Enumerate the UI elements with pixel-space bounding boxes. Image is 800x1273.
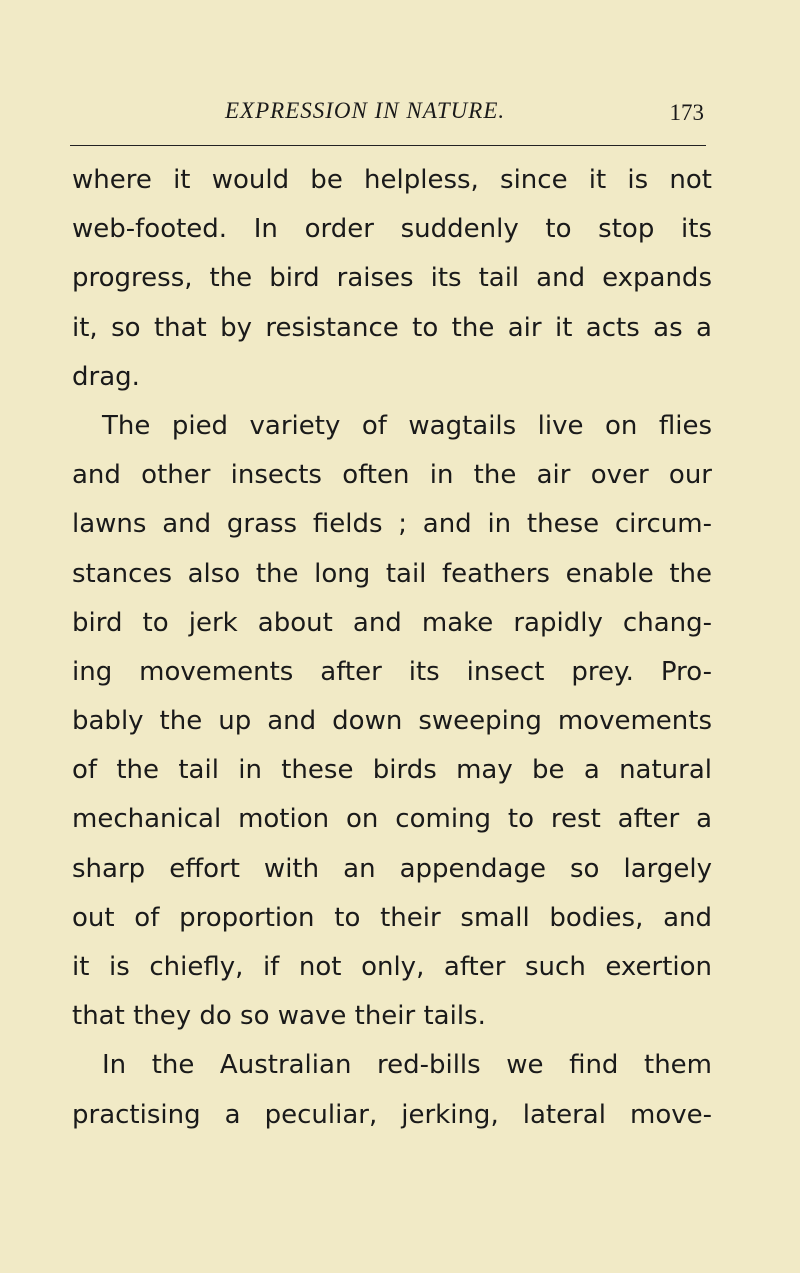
text-line: where it would be helpless, since it is not (72, 165, 712, 195)
text-line: practising a peculiar, jerking, lateral move- (72, 1099, 712, 1130)
page-header (70, 98, 710, 138)
text-line: drag. (72, 361, 140, 392)
text-line: that they do so wave their tails. (72, 1001, 486, 1032)
text-line: web-footed. In order suddenly to stop its (72, 214, 712, 245)
page-number: 173 (669, 100, 704, 125)
text-line: mechanical motion on coming to rest after a (72, 804, 712, 835)
text-line: it is chiefly, if not only, after such exertion (72, 952, 712, 982)
text-line: progress, the bird raises its tail and expands (72, 263, 712, 294)
text-line: out of proportion to their small bodies, and (72, 902, 712, 933)
text-line: stances also the long tail feathers enable the (72, 558, 712, 589)
text-line: and other insects often in the air over our (72, 460, 712, 491)
text-line: The pied variety of wagtails live on flies (102, 410, 712, 441)
text-line: sharp effort with an appendage so largely (72, 853, 712, 884)
text-line: lawns and grass fields ; and in these circum- (72, 509, 712, 540)
body-text (72, 156, 712, 1140)
text-line: it, so that by resistance to the air it acts as a (72, 312, 712, 343)
text-line: ing movements after its insect prey. Pro- (72, 656, 712, 687)
running-title: EXPRESSION IN NATURE. (225, 98, 506, 123)
text-line: bird to jerk about and make rapidly chang- (72, 607, 712, 638)
header-rule (70, 145, 706, 146)
text-line: bably the up and down sweeping movements (72, 706, 712, 737)
text-line: In the Australian red-bills we find them (102, 1050, 712, 1081)
text-line: of the tail in these birds may be a natural (72, 755, 712, 786)
